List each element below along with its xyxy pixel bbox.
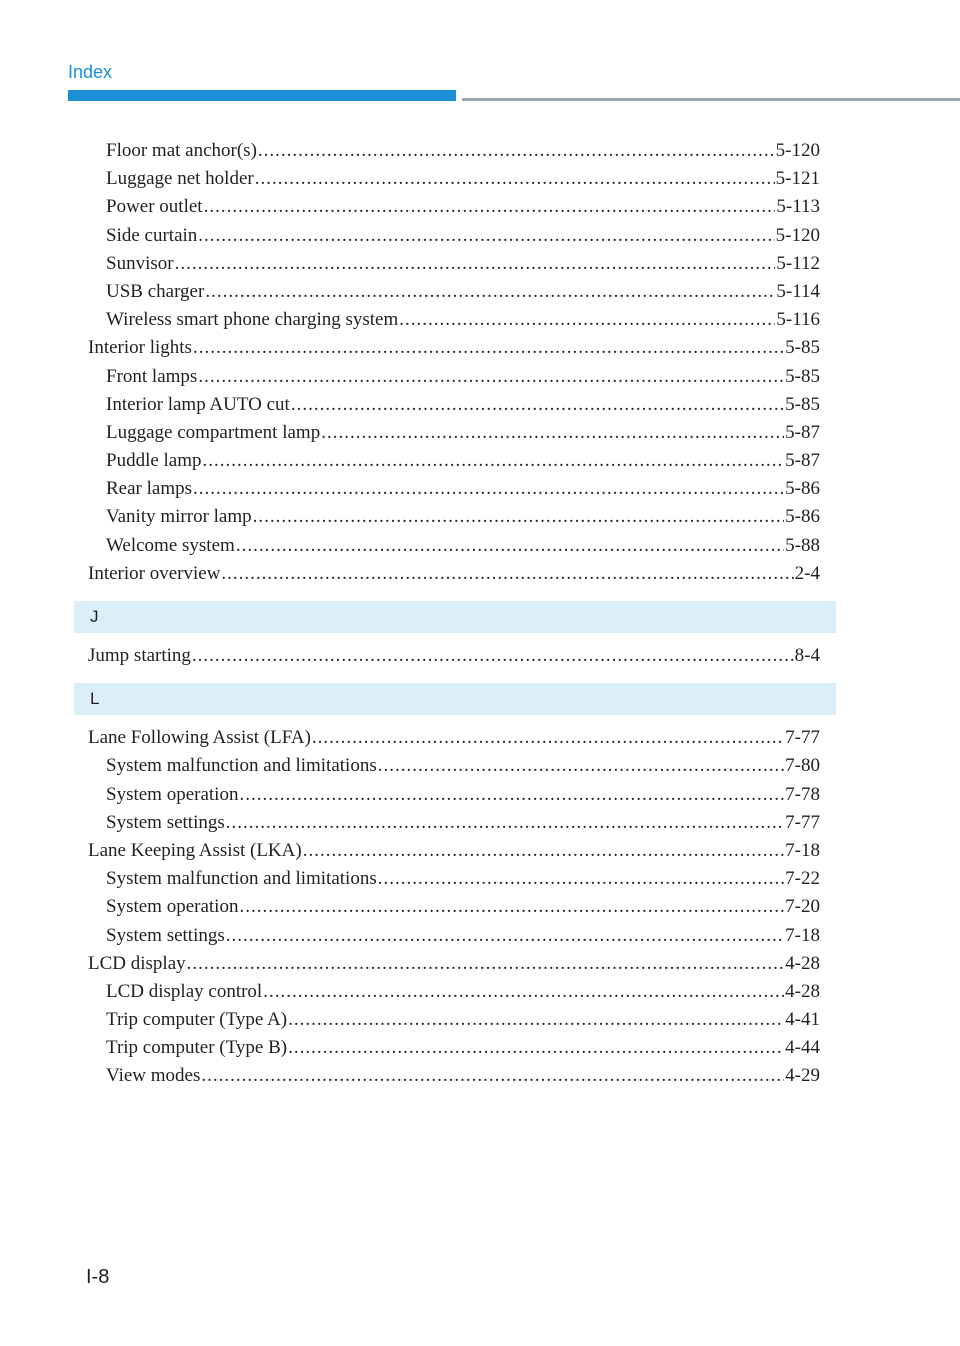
index-entry-page: 5-85: [785, 393, 820, 415]
index-entry-label: Welcome system: [106, 534, 235, 556]
index-entry-label: System settings: [106, 811, 225, 833]
index-entry[interactable]: [88, 394, 820, 422]
index-entry[interactable]: [88, 450, 820, 478]
index-entry-page: 7-20: [785, 896, 820, 918]
index-entry-page: 7-80: [785, 755, 820, 777]
index-entry[interactable]: [88, 535, 820, 563]
index-entry[interactable]: [88, 1037, 820, 1065]
index-entry-page: 4-41: [785, 1009, 820, 1031]
index-entry[interactable]: [88, 225, 820, 253]
index-entry[interactable]: [88, 868, 820, 896]
index-entry-page: 5-86: [785, 478, 820, 500]
index-entry-label: Lane Keeping Assist (LKA): [88, 839, 302, 861]
index-entry-label: USB charger: [106, 280, 205, 302]
index-entry[interactable]: [88, 981, 820, 1009]
index-entry-label: System malfunction and limitations: [106, 868, 377, 890]
index-entry-page: 5-116: [776, 309, 820, 331]
index-entry[interactable]: [88, 840, 820, 868]
dot-leader: [253, 506, 785, 528]
dot-leader: [198, 366, 784, 388]
section-header-j: J: [74, 601, 836, 633]
index-entry[interactable]: [88, 755, 820, 783]
index-entry[interactable]: [88, 506, 820, 534]
index-entry-label: Luggage compartment lamp: [106, 421, 321, 443]
index-entry-label: System malfunction and limitations: [106, 755, 377, 777]
index-entry-page: 5-120: [775, 224, 820, 246]
index-entry[interactable]: [88, 337, 820, 365]
index-entry-page: 5-85: [785, 365, 820, 387]
index-entry-label: Lane Following Assist (LFA): [88, 727, 311, 749]
index-entry-page: 5-120: [775, 140, 820, 161]
index-entry-label: LCD display control: [106, 980, 263, 1002]
index-entry[interactable]: [88, 896, 820, 924]
index-entry-label: Luggage net holder: [106, 168, 254, 190]
index-entry-page: 5-112: [776, 252, 820, 274]
index-entry[interactable]: [88, 309, 820, 337]
index-entry-page: 7-78: [785, 783, 820, 805]
dot-leader: [263, 981, 784, 1003]
dot-leader: [378, 868, 784, 890]
index-entry-page: 4-28: [785, 952, 820, 974]
index-entry[interactable]: [88, 366, 820, 394]
index-entry-page: 5-121: [775, 168, 820, 190]
index-entry-page: 4-44: [785, 1037, 820, 1059]
dot-leader: [255, 168, 775, 190]
page-header-title: Index: [68, 62, 113, 82]
index-entry-label: System settings: [106, 924, 225, 946]
index-entry-page: 8-4: [794, 645, 820, 666]
index-entry-label: Puddle lamp: [106, 450, 202, 472]
index-entry[interactable]: [88, 645, 820, 673]
index-entry[interactable]: [88, 812, 820, 840]
dot-leader: [288, 1037, 784, 1059]
index-entry-label: Side curtain: [106, 224, 198, 246]
index-entry-label: Interior lights: [88, 337, 192, 359]
index-entry[interactable]: [88, 196, 820, 224]
section-header-l: L: [74, 683, 836, 715]
index-entry-page: 5-85: [785, 337, 820, 359]
index-entry-page: 2-4: [794, 562, 820, 584]
dot-leader: [321, 422, 784, 444]
dot-leader: [198, 225, 774, 247]
dot-leader: [193, 337, 784, 359]
index-entry-page: 7-18: [785, 839, 820, 861]
dot-leader: [192, 645, 794, 667]
index-entry-label: Wireless smart phone charging system: [106, 309, 399, 331]
index-entry[interactable]: [88, 168, 820, 196]
header-accent-bar: [68, 90, 456, 101]
index-entry-page: 7-77: [785, 727, 820, 749]
dot-leader: [203, 450, 785, 472]
dot-leader: [239, 784, 784, 806]
dot-leader: [239, 896, 784, 918]
index-entry-page: 5-87: [785, 450, 820, 472]
index-entry[interactable]: [88, 925, 820, 953]
index-entry[interactable]: [88, 422, 820, 450]
dot-leader: [201, 1065, 784, 1087]
index-entry-page: 5-86: [785, 506, 820, 528]
index-entry-page: 4-29: [785, 1065, 820, 1087]
index-entry-label: Power outlet: [106, 196, 203, 218]
index-entry-page: 5-88: [785, 534, 820, 556]
index-entry-page: 5-114: [776, 280, 820, 302]
index-entry[interactable]: [88, 563, 820, 591]
header-rule: [462, 98, 960, 101]
dot-leader: [175, 253, 776, 275]
index-entry[interactable]: [88, 253, 820, 281]
index-entry-label: Vanity mirror lamp: [106, 506, 252, 528]
index-entry[interactable]: [88, 727, 820, 755]
index-entry[interactable]: [88, 281, 820, 309]
dot-leader: [288, 1009, 784, 1031]
index-entry-label: Floor mat anchor(s): [106, 140, 257, 161]
index-entry-label: System operation: [106, 896, 239, 918]
index-entry-label: Sunvisor: [106, 252, 174, 274]
index-entry-label: View modes: [106, 1065, 201, 1087]
index-entry-label: Jump starting: [88, 645, 191, 666]
dot-leader: [226, 812, 784, 834]
page-number: I-8: [86, 1266, 110, 1288]
index-entry[interactable]: [88, 953, 820, 981]
dot-leader: [187, 953, 785, 975]
index-entry-label: Front lamps: [106, 365, 198, 387]
index-entry[interactable]: [88, 1009, 820, 1037]
index-entry[interactable]: [88, 1065, 820, 1093]
index-entry-label: Trip computer (Type B): [106, 1037, 288, 1059]
index-entry-label: LCD display: [88, 952, 186, 974]
index-entry[interactable]: [88, 140, 820, 168]
index-entry-label: Interior overview: [88, 562, 221, 584]
index-entry-page: 5-87: [785, 421, 820, 443]
index-list: [88, 140, 820, 1094]
index-entry[interactable]: [88, 478, 820, 506]
index-entry[interactable]: [88, 784, 820, 812]
index-entry-label: Rear lamps: [106, 478, 193, 500]
dot-leader: [204, 196, 776, 218]
index-entry-page: 7-18: [785, 924, 820, 946]
index-entry-label: Trip computer (Type A): [106, 1009, 288, 1031]
dot-leader: [378, 755, 784, 777]
index-entry-page: 7-22: [785, 868, 820, 890]
dot-leader: [226, 925, 784, 947]
index-entry-label: Interior lamp AUTO cut: [106, 393, 290, 415]
index-entry-page: 5-113: [776, 196, 820, 218]
dot-leader: [312, 727, 784, 749]
index-entry-page: 7-77: [785, 811, 820, 833]
dot-leader: [221, 563, 793, 585]
dot-leader: [193, 478, 784, 500]
dot-leader: [303, 840, 784, 862]
dot-leader: [291, 394, 784, 416]
dot-leader: [205, 281, 775, 303]
dot-leader: [258, 140, 775, 162]
dot-leader: [236, 535, 784, 557]
dot-leader: [399, 309, 775, 331]
index-entry-label: System operation: [106, 783, 239, 805]
index-entry-page: 4-28: [785, 980, 820, 1002]
